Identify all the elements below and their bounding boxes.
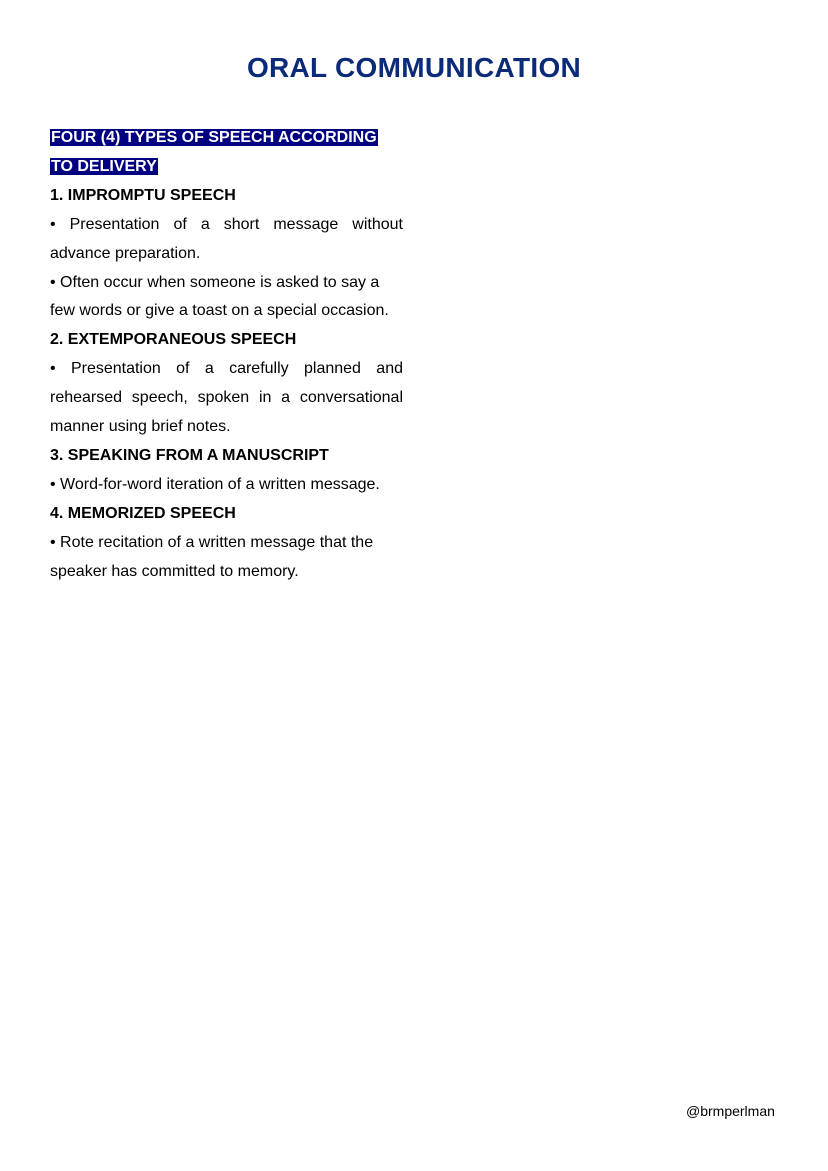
document-body (50, 124, 403, 587)
memorized-bullet-1: • Rote recitation of a written message that the speaker has committed to memory. (50, 533, 374, 580)
manuscript-speech-title: 3. SPEAKING FROM A MANUSCRIPT (50, 446, 329, 464)
extemporaneous-speech-title: 2. EXTEMPORANEOUS SPEECH (50, 331, 297, 349)
author-handle: @brmperlman (686, 1103, 775, 1119)
impromptu-bullet-1: • Presentation of a short message without advance preparation. (50, 215, 403, 262)
impromptu-bullet-2: • Often occur when someone is asked to say a few words or give a toast on a special occasion. (50, 273, 389, 320)
manuscript-bullet-1: • Word-for-word iteration of a written message. (50, 475, 380, 493)
highlighted-heading-text: FOUR (4) TYPES OF SPEECH ACCORDING (51, 129, 377, 146)
highlighted-heading-text: TO DELIVERY (51, 157, 157, 175)
extemporaneous-bullet-1: • Presentation of a carefully planned and rehearsed speech, spoken in a conversational manner using brief notes. (50, 360, 403, 436)
memorized-speech-title: 4. MEMORIZED SPEECH (50, 504, 236, 522)
impromptu-speech-title: 1. IMPROMPTU SPEECH (50, 186, 236, 204)
section-heading-line-2 (50, 153, 403, 182)
page-title: ORAL COMMUNICATION (246, 52, 582, 83)
section-heading-line-1 (50, 124, 403, 153)
